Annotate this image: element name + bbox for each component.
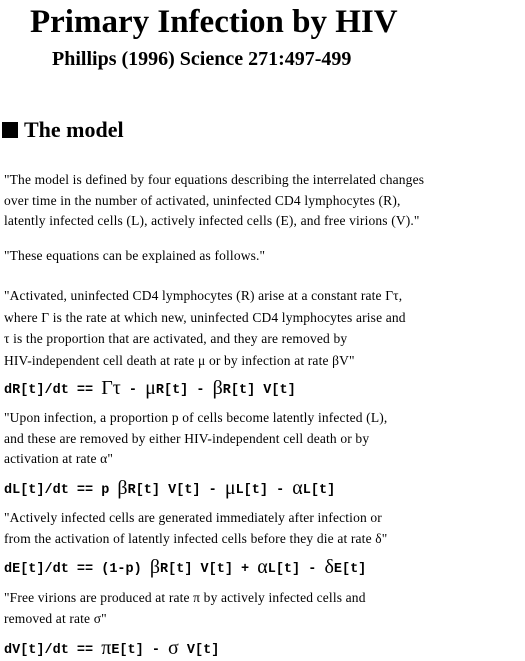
eq-term: E[t]	[333, 562, 367, 577]
eq-term: E[t] -	[111, 643, 169, 658]
gamma-symbol: Γ	[101, 377, 113, 399]
equation-dL	[4, 478, 335, 501]
citation: Phillips (1996) Science 271:497-499	[52, 48, 352, 70]
paragraph-explanation-intro	[4, 246, 514, 267]
equation-dV	[4, 638, 219, 661]
alpha-symbol: α	[292, 477, 303, 499]
beta-symbol: β	[149, 556, 161, 578]
eq-term: R[t] -	[155, 383, 213, 398]
paragraph-active-infection	[4, 508, 514, 549]
eq-term: R[t] V[t] +	[160, 562, 258, 577]
eq-lhs: dL[t]/dt == p	[4, 483, 118, 498]
pi-symbol: π	[101, 637, 112, 659]
equation-dR	[4, 378, 296, 401]
paragraph-free-virions	[4, 588, 514, 629]
eq-term: -	[120, 383, 146, 398]
section-heading-text: The model	[24, 117, 124, 142]
eq-term: L[t] -	[235, 483, 293, 498]
text-line: "Activated, uninfected CD4 lymphocytes (R) arise at a constant rate Γτ,	[4, 288, 403, 303]
eq-term: R[t] V[t]	[222, 383, 296, 398]
eq-term: V[t]	[178, 643, 220, 658]
text-line: "The model is defined by four equations describing the interrelated changes	[4, 172, 425, 187]
text-line: where Γ is the rate at which new, uninfected CD4 lymphocytes arise and	[4, 309, 406, 325]
page-title: Primary Infection by HIV	[30, 4, 398, 40]
text-line: from the activation of latently infected cells before they die at rate δ"	[4, 530, 388, 546]
text-line: HIV-independent cell death at rate μ or by infection at rate βV"	[4, 352, 355, 368]
paragraph-infection	[4, 408, 514, 470]
text-line: "These equations can be explained as follows."	[4, 248, 266, 263]
eq-lhs: dR[t]/dt ==	[4, 383, 102, 398]
eq-lhs: dV[t]/dt ==	[4, 643, 102, 658]
text-line: "Upon infection, a proportion p of cells become latently infected (L),	[4, 410, 388, 425]
paragraph-model-definition	[4, 170, 514, 232]
text-line: τ is the proportion that are activated, and they are removed by	[4, 331, 348, 346]
eq-term: L[t]	[302, 483, 336, 498]
paragraph-activated-cells	[4, 285, 514, 371]
square-bullet-icon	[2, 122, 18, 138]
beta-symbol: β	[117, 477, 128, 499]
tau-symbol: τ	[112, 377, 121, 399]
text-line: "Actively infected cells are generated immediately after infection or	[4, 510, 382, 525]
eq-term: L[t] -	[267, 562, 325, 577]
beta-symbol: β	[212, 377, 223, 399]
alpha-symbol: α	[257, 556, 268, 578]
mu-symbol: μ	[224, 477, 236, 499]
text-line: activation at rate α"	[4, 451, 114, 466]
eq-term: R[t] V[t] -	[127, 483, 225, 498]
text-line: latently infected cells (L), actively infected cells (E), and free virions (V)."	[4, 213, 420, 228]
eq-lhs: dE[t]/dt == (1-p)	[4, 562, 150, 577]
mu-symbol: μ	[145, 377, 156, 399]
delta-symbol: δ	[324, 556, 334, 578]
equation-dE	[4, 557, 366, 580]
sigma-symbol: σ	[168, 637, 179, 659]
text-line: removed at rate σ"	[4, 610, 107, 626]
text-line: and these are removed by either HIV-independent cell death or by	[4, 430, 370, 446]
text-line: "Free virions are produced at rate π by actively infected cells and	[4, 590, 366, 605]
section-heading	[2, 116, 124, 144]
text-line: over time in the number of activated, uninfected CD4 lymphocytes (R),	[4, 192, 401, 208]
